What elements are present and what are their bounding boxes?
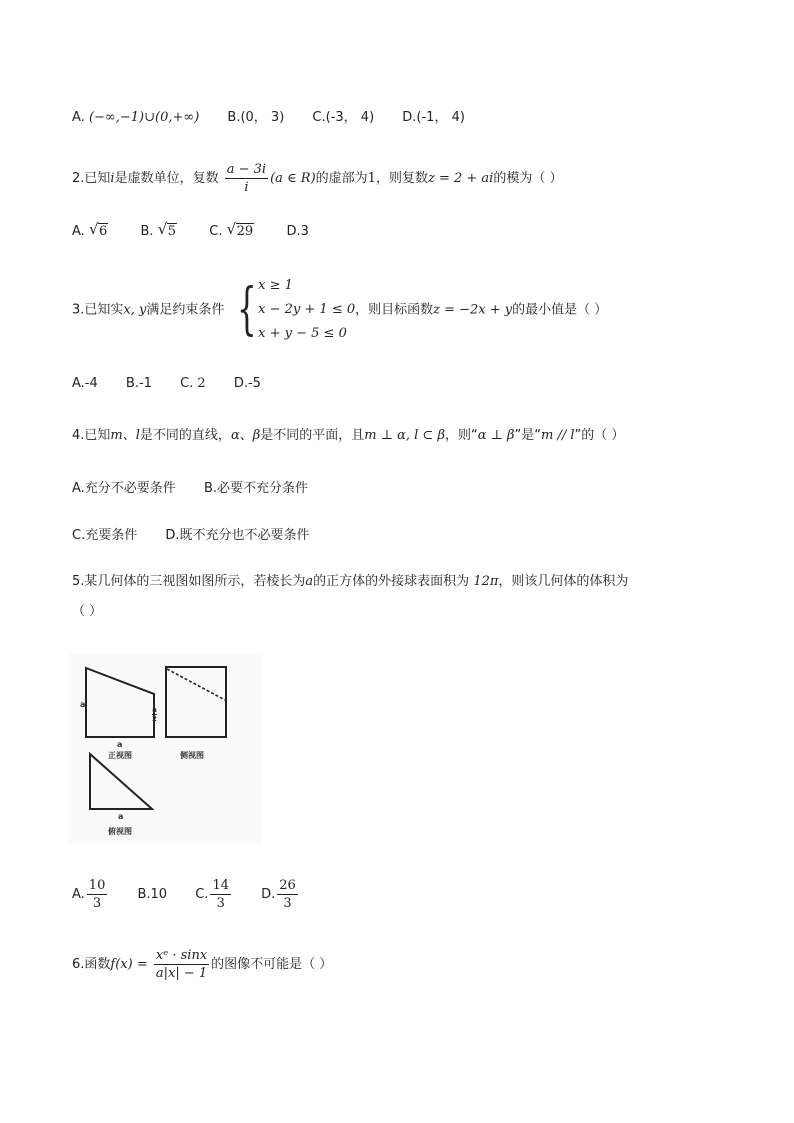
q6-f: f(x) =: [110, 957, 148, 972]
q3-options: [72, 374, 261, 394]
q4-m: m: [110, 428, 123, 443]
q5-option-a-den: 3: [92, 896, 102, 911]
q5-text-3: ，则该几何体的体积为: [498, 574, 629, 589]
q2-option-c-label: C.: [209, 224, 223, 239]
q3-option-d: D.-5: [233, 376, 261, 391]
q5-option-c-num: 14: [212, 878, 229, 893]
q5-option-a-label: A.: [72, 887, 85, 902]
fig-a-label-front-height: a: [80, 700, 86, 709]
q4-sep: 、: [122, 428, 136, 443]
q2-option-b-val: 5: [167, 224, 176, 239]
q6-fraction: [154, 948, 209, 981]
q2-fraction: [225, 162, 268, 195]
three-view-drawing: [68, 654, 262, 844]
q2-cond: (a ∈ R): [270, 171, 316, 186]
q4-text-4: ”是“: [514, 428, 541, 443]
q2-text-2: 的虚部为: [315, 171, 368, 186]
q5-stem-line-2: [72, 602, 102, 622]
sqrt-symbol: √ 5: [157, 220, 176, 239]
q3-option-c-label: C.: [180, 376, 194, 391]
three-view-figure: [68, 654, 262, 844]
q3-stem: [72, 274, 607, 346]
side-view-shape: [166, 667, 226, 737]
q1-option-b: B.(0， 3): [227, 110, 285, 125]
q3-option-c-val: 2: [197, 376, 206, 391]
q5-option-c-den: 3: [216, 896, 225, 911]
fig-half-a-label: [152, 706, 157, 723]
fig-a-label-front-width: a: [117, 740, 123, 749]
q5-text-1: 5.某几何体的三视图如图所示，若棱长为: [72, 574, 306, 589]
q4-l: l: [135, 428, 140, 443]
q5-option-d-den: 3: [283, 896, 292, 911]
q4-text-2: 是不同的平面，且: [260, 428, 365, 443]
q4-stem: [72, 426, 624, 446]
q1-option-a-label: A.: [72, 110, 85, 125]
q2-frac-num: a − 3i: [226, 162, 267, 177]
top-view-shape: [90, 754, 152, 809]
q5-option-a-frac: [87, 878, 108, 911]
q3-text-3: 的最小值是（ ）: [512, 302, 608, 318]
q3-text-2: ，则目标函数: [355, 302, 434, 318]
q3-prefix: 3.已知实: [72, 302, 124, 318]
q6-frac-num: xᵉ · sinx: [155, 948, 208, 963]
q3-text-1: 满足约束条件: [146, 302, 225, 318]
q5-option-a: [72, 878, 109, 911]
q3-constraint-1: x ≥ 1: [258, 278, 293, 293]
q1-option-d: D.(-1， 4): [402, 110, 465, 125]
sqrt-symbol: √ 6: [88, 220, 108, 239]
q6-stem: [72, 948, 332, 981]
q2-text-4: 的模为（ ）: [493, 171, 563, 186]
q2-prefix: 2.已知: [72, 171, 111, 186]
q4-text-5: ”的（ ）: [574, 428, 625, 443]
q4-p2: m // l: [541, 428, 575, 443]
q4-text-1: 是不同的直线，: [139, 428, 231, 443]
q5-options: [72, 878, 300, 911]
q4-prefix: 4.已知: [72, 428, 111, 443]
q3-option-b: B.-1: [125, 376, 152, 391]
q3-constraint-2: x − 2y + 1 ≤ 0: [258, 302, 356, 317]
q2-one: 1: [367, 171, 376, 186]
left-brace-icon: {: [236, 277, 257, 342]
fig-half-a-den: 2: [152, 715, 157, 723]
q2-option-a-val: 6: [98, 224, 108, 239]
q5-a-var: a: [305, 574, 314, 589]
q2-i-var: i: [110, 171, 115, 186]
side-view-dashed-line: [167, 669, 225, 700]
q3-option-a: A.-4: [72, 376, 98, 391]
q4-option-c: C.充要条件: [72, 528, 138, 543]
q2-text-1: 是虚数单位，复数: [114, 171, 219, 186]
q5-text-2: 的正方体的外接球表面积为: [313, 574, 474, 589]
q4-sep-2: 、: [239, 428, 253, 443]
fig-top-caption: 俯视图: [108, 827, 132, 836]
q4-option-d: D.既不充分也不必要条件: [165, 528, 310, 543]
sqrt-symbol: √ 29: [226, 220, 254, 239]
q1-options: [72, 108, 465, 128]
q2-option-a: [72, 220, 108, 239]
q5-option-c-frac: [210, 878, 231, 911]
q5-text-4: （ ）: [72, 604, 103, 619]
q3-constraint-system: [229, 274, 356, 346]
q2-stem: [72, 162, 562, 195]
q4-options-row-2: [72, 526, 310, 546]
q4-p1: α ⊥ β: [477, 428, 515, 443]
fig-side-caption: 侧视图: [180, 751, 204, 760]
q2-option-c: [209, 220, 254, 239]
q5-option-d: [261, 878, 300, 911]
q6-frac-den: a|x| − 1: [155, 966, 208, 981]
q5-option-c-label: C.: [195, 887, 209, 902]
q2-options: [72, 222, 309, 242]
q2-option-c-val: 29: [236, 224, 254, 239]
q5-option-d-num: 26: [279, 878, 296, 893]
q2-frac-den: i: [244, 180, 249, 195]
q3-vars: x, y: [123, 302, 147, 318]
q5-stem-line-1: [72, 572, 628, 592]
front-view-shape: [86, 668, 154, 737]
q2-option-b: [140, 220, 177, 239]
q1-option-c: C.(-3， 4): [312, 110, 375, 125]
q2-option-d: D.3: [286, 224, 309, 239]
fig-a-label-top-width: a: [118, 812, 124, 821]
q5-option-d-label: D.: [261, 887, 276, 902]
q3-constraint-3: x + y − 5 ≤ 0: [258, 326, 347, 341]
q4-text-3: ，则“: [444, 428, 478, 443]
q5-option-d-frac: [277, 878, 298, 911]
q3-option-c: [180, 376, 206, 391]
q4-options-row-1: [72, 479, 308, 499]
q3-z-expr: z = −2x + y: [433, 302, 513, 318]
q4-option-b: B.必要不充分条件: [203, 481, 309, 496]
q2-z-expr: z = 2 + ai: [427, 171, 494, 186]
q6-prefix: 6.函数: [72, 957, 111, 972]
fig-front-caption: 正视图: [108, 751, 132, 760]
q2-text-3: ，则复数: [375, 171, 428, 186]
q5-area: 12π: [473, 574, 499, 589]
q5-option-a-num: 10: [88, 878, 106, 893]
q4-option-a: A.充分不必要条件: [72, 481, 176, 496]
q2-option-b-label: B.: [140, 224, 154, 239]
q5-option-b: B.10: [137, 887, 168, 902]
q4-cond: m ⊥ α, l ⊂ β: [364, 428, 445, 443]
q6-text-1: 的图像不可能是（ ）: [211, 957, 333, 972]
q4-beta: β: [252, 428, 261, 443]
q2-option-a-label: A.: [72, 224, 85, 239]
fig-half-a-num: a: [152, 706, 157, 714]
q1-option-a: [72, 110, 203, 125]
q5-option-c: [195, 878, 233, 911]
q1-option-a-math: (−∞,−1)∪(0,+∞): [88, 110, 200, 125]
q4-alpha: α: [230, 428, 240, 443]
